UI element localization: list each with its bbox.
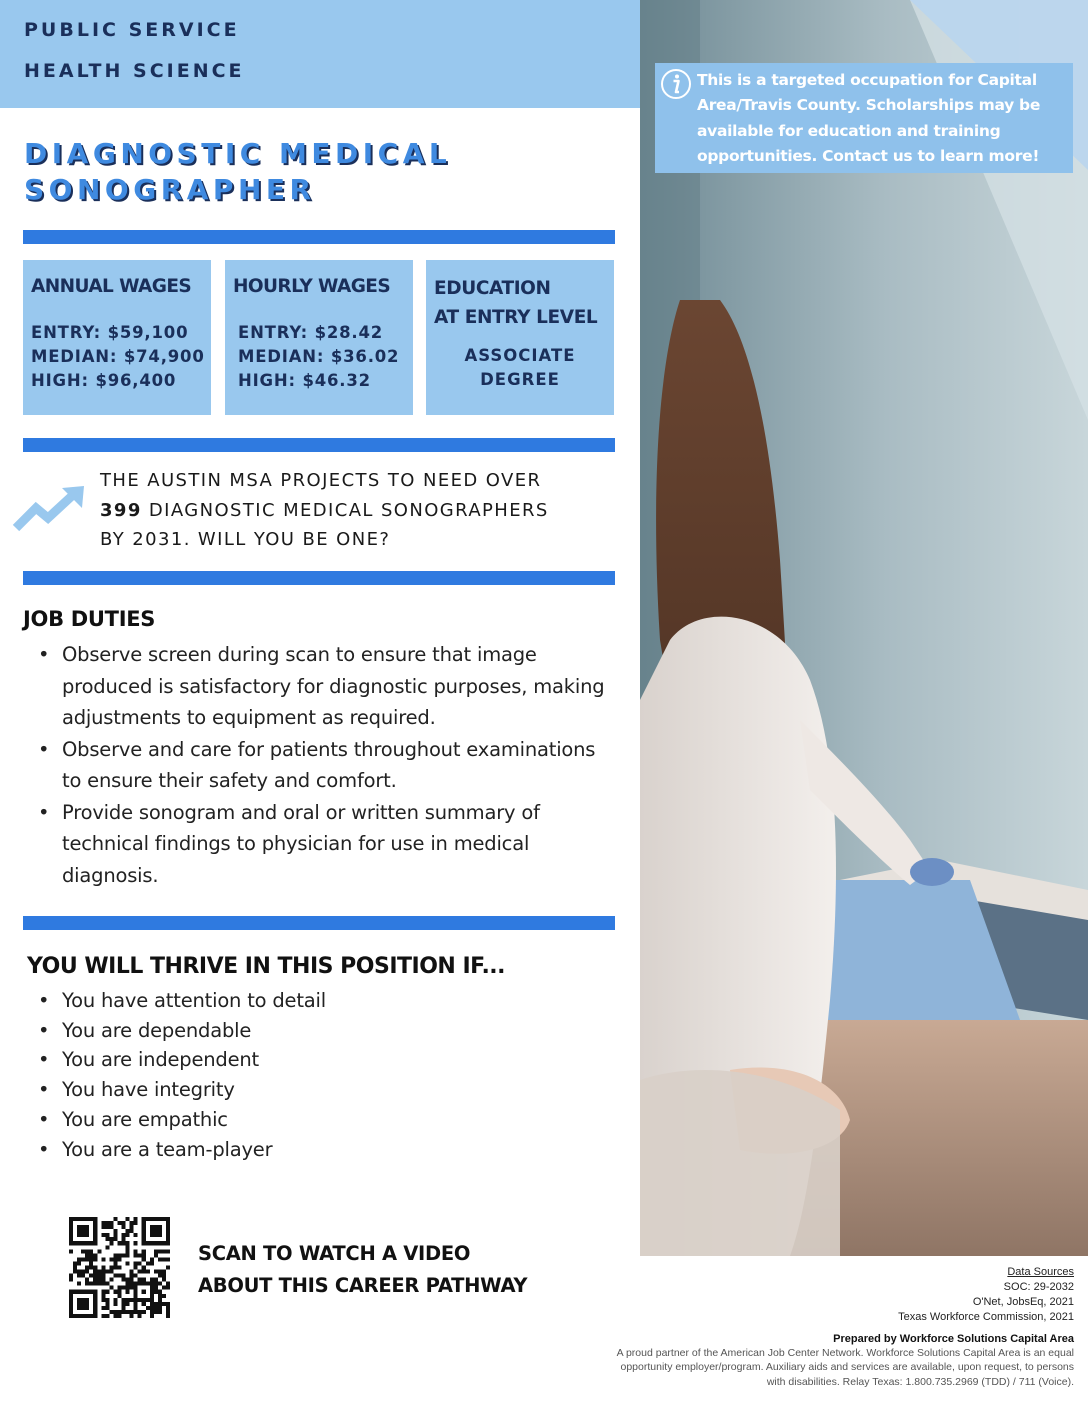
qr-code[interactable] (69, 1217, 170, 1318)
video-cta-line-2: ABOUT THIS CAREER PATHWAY (198, 1274, 528, 1297)
education-value-line-2: DEGREE (480, 370, 560, 389)
partner-disclaimer: A proud partner of the American Job Center Network. Workforce Solutions Capital Area is an equal opportunity employer/program. Auxiliary aids and services are available, upon request, to persons with disabilities. Relay Texas: 1.800.735.2969 (TDD) / 711 (Voice). (616, 1347, 1074, 1388)
data-sources-heading[interactable]: Data Sources (1007, 1266, 1074, 1278)
hourly-wages-heading: HOURLY WAGES (233, 276, 391, 297)
divider (23, 916, 615, 930)
job-duties-heading: JOB DUTIES (23, 607, 156, 631)
video-cta (198, 1238, 527, 1302)
annual-median: MEDIAN: $74,900 (31, 347, 205, 366)
education-value-line-1: ASSOCIATE (464, 346, 576, 365)
annual-wages-values (31, 321, 205, 393)
annual-entry: ENTRY: $59,100 (31, 323, 189, 342)
hourly-high: HIGH: $46.32 (238, 371, 371, 390)
education-value (426, 344, 614, 392)
list-item: • Provide sonogram and oral or written summary of technical findings to physician for use in medical diagnosis. (35, 797, 605, 892)
list-item: • You are dependable (35, 1016, 595, 1046)
sonographer-photo (640, 0, 1088, 1256)
divider (23, 230, 615, 244)
annual-wages-box (23, 260, 211, 415)
projection-line-2 (100, 496, 620, 526)
divider (23, 438, 615, 452)
annual-high: HIGH: $96,400 (31, 371, 177, 390)
projection-line-1: THE AUSTIN MSA PROJECTS TO NEED OVER (100, 470, 542, 491)
scholarship-callout-text: This is a targeted occupation for Capital Area/Travis County. Scholarships may be available for education and training opportunities. Contact us to learn more! (697, 71, 1041, 165)
program-label: HEALTH SCIENCE (24, 60, 245, 82)
education-heading-line-1: EDUCATION (434, 278, 551, 299)
data-sources (634, 1265, 1074, 1325)
list-item: • You are a team-player (35, 1135, 595, 1165)
hourly-median: MEDIAN: $36.02 (238, 347, 400, 366)
list-item: • You are independent (35, 1045, 595, 1075)
list-item: • Observe screen during scan to ensure that image produced is satisfactory for diagnostic purposes, making adjustments to equipment as required. (35, 639, 605, 734)
hourly-entry: ENTRY: $28.42 (238, 323, 384, 342)
header-band (0, 0, 640, 108)
education-heading (434, 274, 597, 332)
divider (23, 571, 615, 585)
list-item: • You are empathic (35, 1105, 595, 1135)
page-title-line-1: DIAGNOSTIC MEDICAL (24, 137, 452, 170)
source-line: O'Net, JobsEq, 2021 (972, 1296, 1074, 1308)
thrive-list (35, 986, 595, 1164)
cluster-label: PUBLIC SERVICE (24, 19, 240, 41)
hourly-wages-values (238, 321, 399, 393)
page-title-line-2: SONOGRAPHER (24, 173, 316, 206)
page-title (24, 136, 604, 208)
list-item: • You have integrity (35, 1075, 595, 1105)
thrive-heading: YOU WILL THRIVE IN THIS POSITION IF... (27, 954, 506, 979)
trending-up-icon (12, 484, 86, 534)
video-cta-line-1: SCAN TO WATCH A VIDEO (198, 1242, 471, 1265)
prepared-by: Prepared by Workforce Solutions Capital Area (833, 1333, 1074, 1345)
hourly-wages-box (225, 260, 413, 415)
projection-line-3: BY 2031. WILL YOU BE ONE? (100, 529, 391, 550)
projection-line-2-text: DIAGNOSTIC MEDICAL SONOGRAPHERS (141, 499, 549, 521)
education-heading-line-2: AT ENTRY LEVEL (434, 307, 598, 328)
list-item: • Observe and care for patients throughout examinations to ensure their safety and comfort. (35, 734, 605, 797)
education-box (426, 260, 614, 415)
annual-wages-heading: ANNUAL WAGES (31, 276, 192, 297)
job-duties-list (35, 639, 605, 891)
source-line: Texas Workforce Commission, 2021 (898, 1311, 1074, 1323)
projection-statement (100, 466, 620, 555)
list-item: • You have attention to detail (35, 986, 595, 1016)
soc-code: SOC: 29-2032 (1003, 1281, 1074, 1293)
info-icon (660, 68, 692, 100)
projection-number: 399 (100, 499, 142, 521)
